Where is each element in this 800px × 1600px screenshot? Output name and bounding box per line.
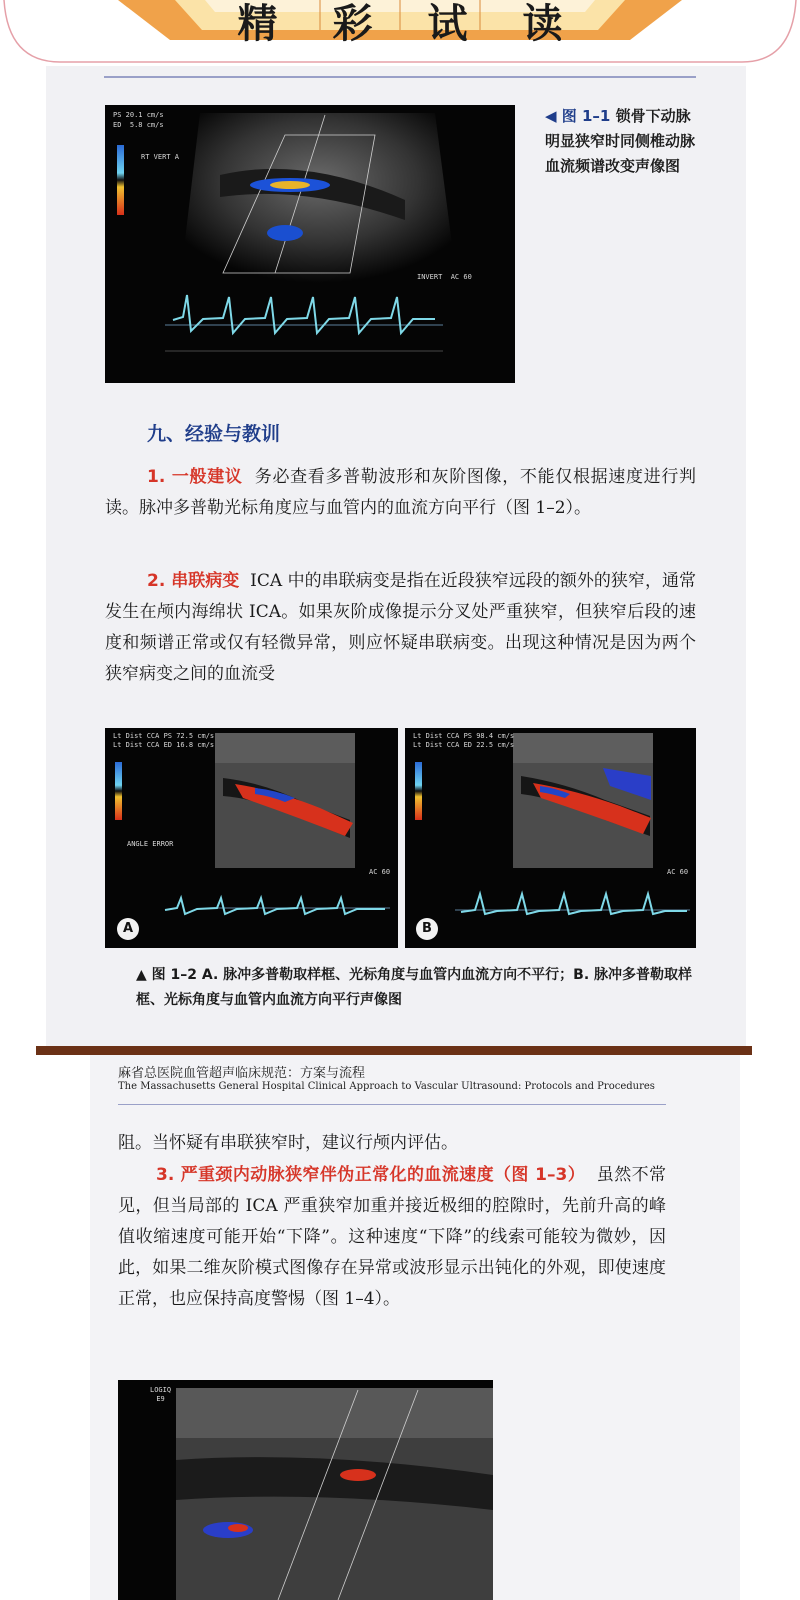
- figure-1-2b-ultrasound: [405, 728, 696, 948]
- paragraph-text: ICA 中的串联病变是指在近段狭窄远段的额外的狭窄，通常发生在颅内海绵状 ICA。如果灰阶成像提示分叉处严重狭窄，但狭窄后段的速度和频谱正常或仅有轻微异常，则应怀疑串联病变。出现这种情况是因为两个狭窄病变之间的血流受: [105, 571, 696, 684]
- banner-title: [210, 0, 590, 49]
- banner-char: 读: [522, 1, 563, 47]
- panel-label-b: B: [416, 918, 438, 940]
- paragraph-pseudo-normalization: [118, 1160, 666, 1315]
- vessel-label: RT VERT A: [141, 153, 179, 161]
- paragraph-text: 务必查看多普勒波形和灰阶图像，不能仅根据速度进行判读。脉冲多普勒光标角度应与血管内的血流方向平行（图 1–2）。: [105, 467, 696, 518]
- header-rule: [104, 76, 696, 78]
- figure-1-1-caption-text: 锁骨下动脉明显狭窄时同侧椎动脉血流频谱改变声像图: [545, 107, 696, 175]
- angle-error-label: ANGLE ERROR: [127, 840, 174, 848]
- paragraph-continuation: 阻。当怀疑有串联狭窄时，建议行颅内评估。: [118, 1133, 458, 1153]
- paragraph-tandem-lesion: [105, 566, 696, 690]
- paragraph-text: 虽然不常见，但当局部的 ICA 严重狭窄加重并接近极细的腔隙时，先前升高的峰值收缩速度可能开始“下降”。这种速度“下降”的线索可能较为微妙，因此，如果二维灰阶模式图像存在异常或波形显示出钝化的外观，即使速度正常，也应保持高度警惕（图 1–4）。: [118, 1165, 667, 1309]
- paragraph-heading: 3. 严重颈内动脉狭窄伴伪正常化的血流速度（图 1–3）: [156, 1165, 586, 1185]
- velocity-labels: Lt Dist CCA PS 98.4 cm/s Lt Dist CCA ED 22.5 cm/s: [413, 732, 515, 749]
- ultrasound-image: [105, 728, 398, 948]
- paragraph-heading: 1. 一般建议: [147, 467, 243, 487]
- figure-1-2a-ultrasound: [105, 728, 398, 948]
- running-header-cn: 麻省总医院血管超声临床规范：方案与流程: [118, 1066, 366, 1081]
- velocity-labels: Lt Dist CCA PS 72.5 cm/s Lt Dist CCA ED 16.8 cm/s: [113, 732, 215, 749]
- logiq-logo: LOGIQ E9: [150, 1386, 172, 1403]
- section-title: 九、经验与教训: [147, 423, 281, 445]
- figure-1-2-caption: ▲ 图 1–2 A. 脉冲多普勒取样框、光标角度与血管内血流方向不平行；B. 脉冲多普勒取样框、光标角度与血管内血流方向平行声像图: [136, 967, 693, 1008]
- figure-1-1-ultrasound: [105, 105, 515, 383]
- paragraph-heading: 2. 串联病变: [147, 571, 240, 591]
- running-header-en: The Massachusetts General Hospital Clinical Approach to Vascular Ultrasound: Protocols and Procedures: [118, 1081, 655, 1092]
- invert-label: INVERT AC 60: [417, 273, 472, 281]
- header-rule: [118, 1104, 666, 1105]
- ac-label: AC 60: [667, 868, 689, 876]
- figure-1-3-ultrasound: [118, 1380, 493, 1600]
- banner-char: 精: [237, 1, 278, 47]
- banner-char: 试: [427, 1, 468, 47]
- banner-char: 彩: [332, 1, 373, 47]
- page-divider: [36, 1046, 752, 1055]
- ed-label: ED 5.8 cm/s: [113, 121, 164, 129]
- ultrasound-image: [105, 105, 515, 383]
- ps-label: PS 20.1 cm/s: [113, 111, 164, 119]
- color-scale-bar: [415, 762, 422, 820]
- paragraph-general-advice: [105, 462, 696, 524]
- figure-1-1-caption: [545, 104, 705, 179]
- figure-1-1-number: ◀ 图 1–1: [545, 107, 611, 125]
- ac-label: AC 60: [369, 868, 391, 876]
- ultrasound-image: [405, 728, 696, 948]
- color-scale-bar: [117, 145, 124, 215]
- panel-label-a: A: [117, 918, 139, 940]
- ultrasound-image: [118, 1380, 493, 1600]
- color-scale-bar: [115, 762, 122, 820]
